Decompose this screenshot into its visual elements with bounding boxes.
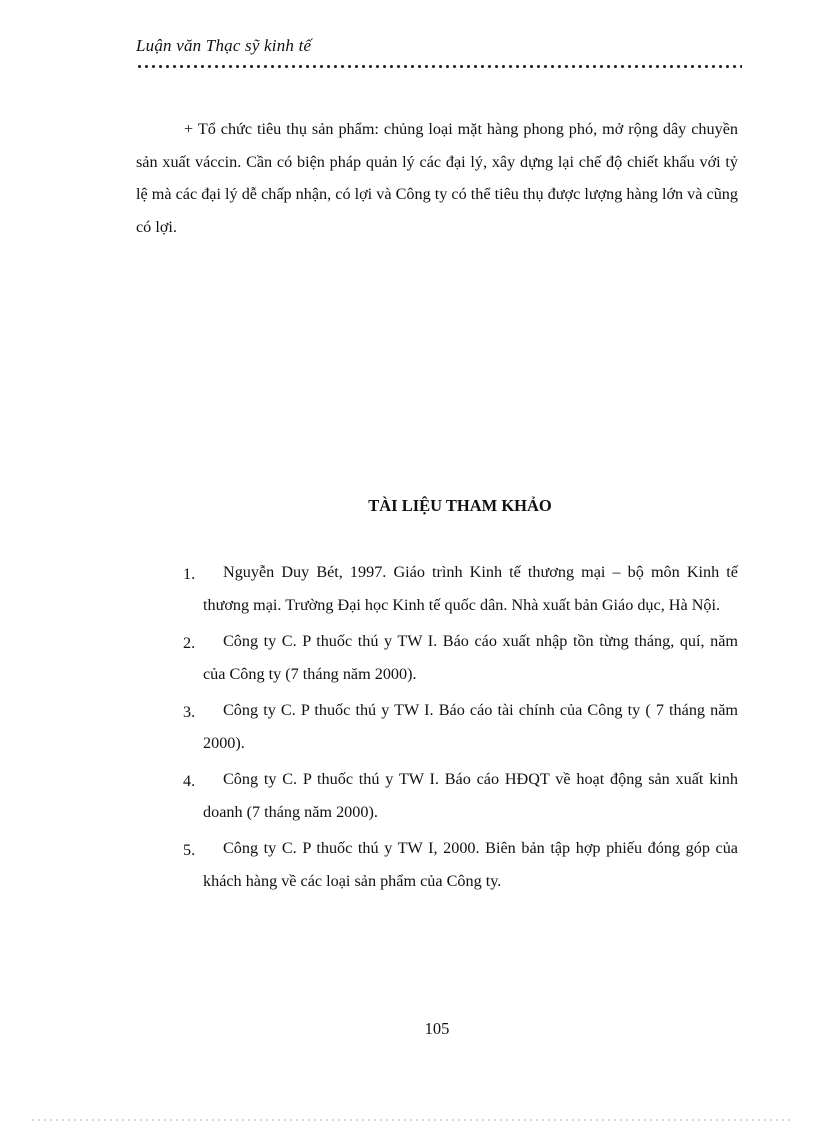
references-heading: TÀI LIỆU THAM KHẢO <box>368 496 552 515</box>
header-dotted-rule <box>136 64 742 69</box>
reference-item-4 <box>183 763 738 828</box>
page-number: 105 <box>424 1019 450 1038</box>
body-paragraph: + Tổ chức tiêu thụ sản phẩm: chủng loại mặt hàng phong phó, mở rộng dây chuyền sản xuất váccin. Cần có biện pháp quản lý các đại lý, xây dựng lại chế độ chiết khấu với tỷ lệ mà các đại lý dễ chấp nhận, có lợi và Công ty có thể tiêu thụ được lượng hàng lớn và cũng có lợi. <box>136 120 738 236</box>
reference-number: 4. <box>183 772 196 790</box>
reference-text: Công ty C. P thuốc thú y TW I, 2000. Biên bản tập hợp phiếu đóng góp của khách hàng về các loại sản phẩm của Công ty. <box>203 839 738 890</box>
reference-text: Công ty C. P thuốc thú y TW I. Báo cáo HĐQT về hoạt động sản xuất kinh doanh (7 tháng năm 2000). <box>203 770 738 821</box>
reference-item-3 <box>183 694 738 759</box>
reference-text: Công ty C. P thuốc thú y TW I. Báo cáo xuất nhập tồn từng tháng, quí, năm của Công ty (7 tháng năm 2000). <box>203 632 738 683</box>
reference-text: Nguyễn Duy Bét, 1997. Giáo trình Kinh tế thương mại – bộ môn Kinh tế thương mại. Trường Đại học Kinh tế quốc dân. Nhà xuất bản Giáo dục, Hà Nội. <box>203 563 738 614</box>
reference-number: 2. <box>183 634 196 652</box>
reference-number: 1. <box>183 565 196 583</box>
page-header-title: Luận văn Thạc sỹ kinh tế <box>136 36 312 55</box>
reference-item-5 <box>183 832 738 897</box>
reference-number: 3. <box>183 703 196 721</box>
reference-item-1 <box>183 556 738 621</box>
reference-item-2 <box>183 625 738 690</box>
references-list <box>183 556 738 901</box>
reference-text: Công ty C. P thuốc thú y TW I. Báo cáo tài chính của Công ty ( 7 tháng năm 2000). <box>203 701 738 752</box>
reference-number: 5. <box>183 841 196 859</box>
footer-dotted-rule <box>30 1119 790 1121</box>
